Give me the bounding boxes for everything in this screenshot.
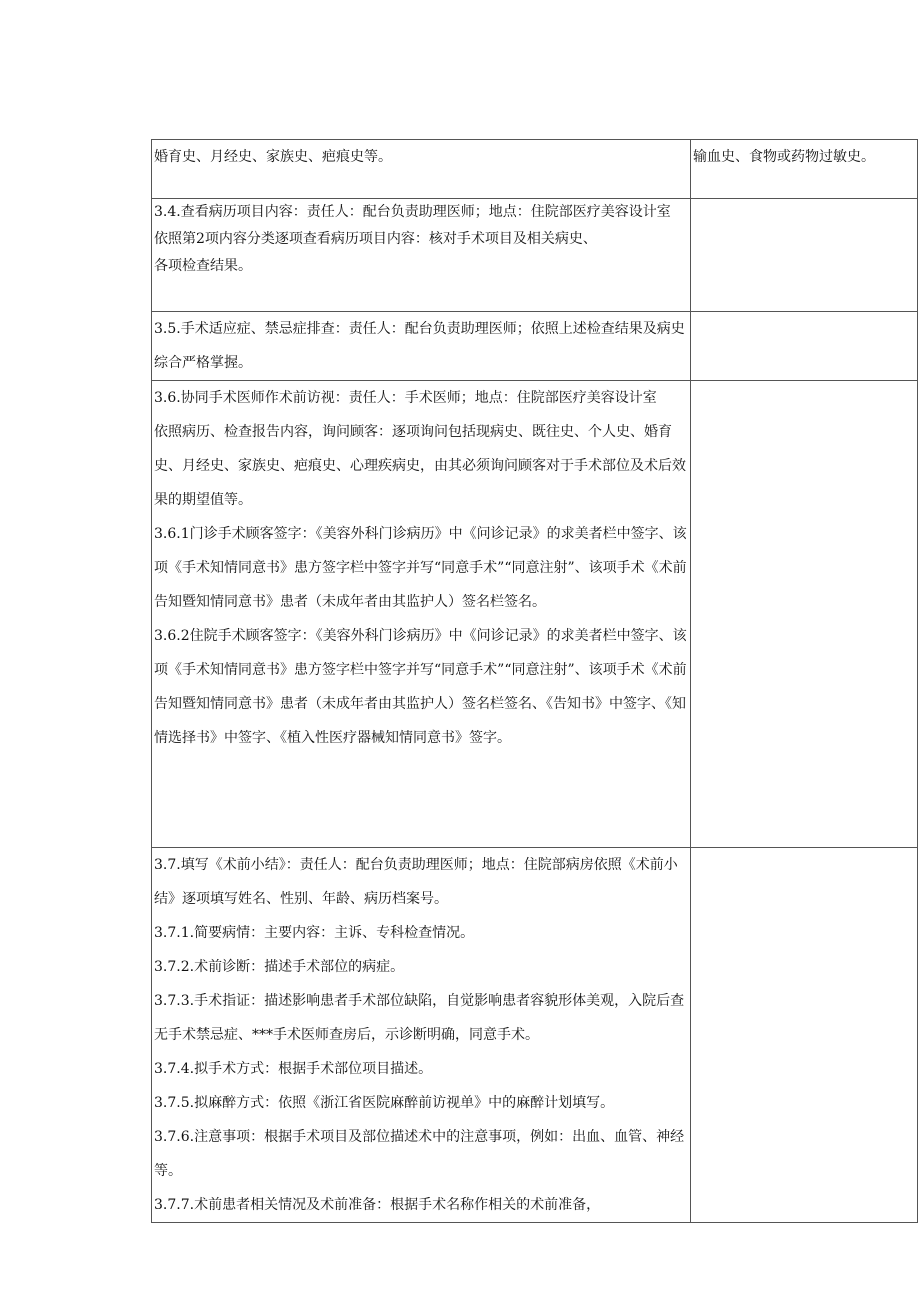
side-cell	[691, 140, 918, 199]
side-cell	[691, 312, 918, 381]
paragraph: 3.7.3.手术指证：描述影响患者手术部位缺陷，自觉影响患者容貌形体美观，入院后查无手术禁忌症、***手术医师查房后，示诊断明确，同意手术。	[154, 993, 685, 1043]
table-row	[152, 848, 918, 1223]
paragraph: 婚育史、月经史、家族史、疤痕史等。	[154, 149, 392, 165]
table-row	[152, 140, 918, 199]
paragraph: 3.6.协同手术医师作术前访视：责任人：手术医师；地点：住院部医疗美容设计室	[154, 390, 657, 406]
main-cell	[152, 381, 691, 848]
paragraph: 3.7.2.术前诊断：描述手术部位的病症。	[154, 959, 405, 975]
paragraph: 3.7.5.拟麻醉方式：依照《浙江省医院麻醉前访视单》中的麻醉计划填写。	[154, 1095, 615, 1111]
paragraph: 依照第2项内容分类逐项查看病历项目内容：核对手术项目及相关病史、	[154, 231, 597, 247]
paragraph: 3.5.手术适应症、禁忌症排查：责任人：配台负责助理医师；依照上述检查结果及病史综合严格掌握。	[154, 321, 685, 371]
table-row	[152, 199, 918, 312]
cell-text	[691, 140, 917, 174]
main-cell	[152, 140, 691, 199]
side-cell	[691, 848, 918, 1223]
paragraph: 输血史、食物或药物过敏史。	[693, 149, 875, 165]
main-cell	[152, 199, 691, 312]
table-row	[152, 381, 918, 848]
cell-text	[152, 381, 690, 755]
side-cell	[691, 381, 918, 848]
paragraph: 3.7.6.注意事项：根据手术项目及部位描述术中的注意事项，例如：出血、血管、神经等。	[154, 1129, 685, 1179]
paragraph: 3.7.4.拟手术方式：根据手术部位项目描述。	[154, 1061, 433, 1077]
side-cell	[691, 199, 918, 312]
main-cell	[152, 848, 691, 1223]
paragraph: 3.7.填写《术前小结》：责任人：配台负责助理医师；地点：住院部病房依照《术前小结》逐项填写姓名、性别、年龄、病历档案号。	[154, 857, 678, 907]
paragraph: 3.6.2住院手术顾客签字：《美容外科门诊病历》中《问诊记录》的求美者栏中签字、该项《手术知情同意书》患方签字栏中签字并写“同意手术”“同意注射”、该项手术《术前告知暨知情同意书》患者（未成年者由其监护人）签名栏签名、《告知书》中签字、《知情选择书》中签字、《植入性医疗器械知情同意书》签字。	[154, 628, 687, 746]
cell-text	[152, 312, 690, 380]
paragraph: 3.7.1.简要病情：主要内容：主诉、专科检查情况。	[154, 925, 475, 941]
procedure-table	[151, 139, 918, 1223]
paragraph: 各项检查结果。	[154, 258, 252, 274]
paragraph: 3.6.1门诊手术顾客签字：《美容外科门诊病历》中《问诊记录》的求美者栏中签字、该项《手术知情同意书》患方签字栏中签字并写“同意手术”“同意注射”、该项手术《术前告知暨知情同意书》患者（未成年者由其监护人）签名栏签名。	[154, 526, 687, 610]
paragraph: 3.4.查看病历项目内容：责任人：配台负责助理医师；地点：住院部医疗美容设计室	[154, 204, 671, 220]
main-cell	[152, 312, 691, 381]
table-row	[152, 312, 918, 381]
paragraph: 依照病历、检查报告内容，询问顾客：逐项询问包括现病史、既往史、个人史、婚育史、月经史、家族史、疤痕史、心理疾病史，由其必须询问顾客对于手术部位及术后效果的期望值等。	[154, 424, 686, 508]
paragraph: 3.7.7.术前患者相关情况及术前准备：根据手术名称作相关的术前准备，	[154, 1197, 601, 1213]
cell-text	[152, 199, 690, 280]
cell-text	[152, 848, 690, 1222]
cell-text	[152, 140, 690, 174]
